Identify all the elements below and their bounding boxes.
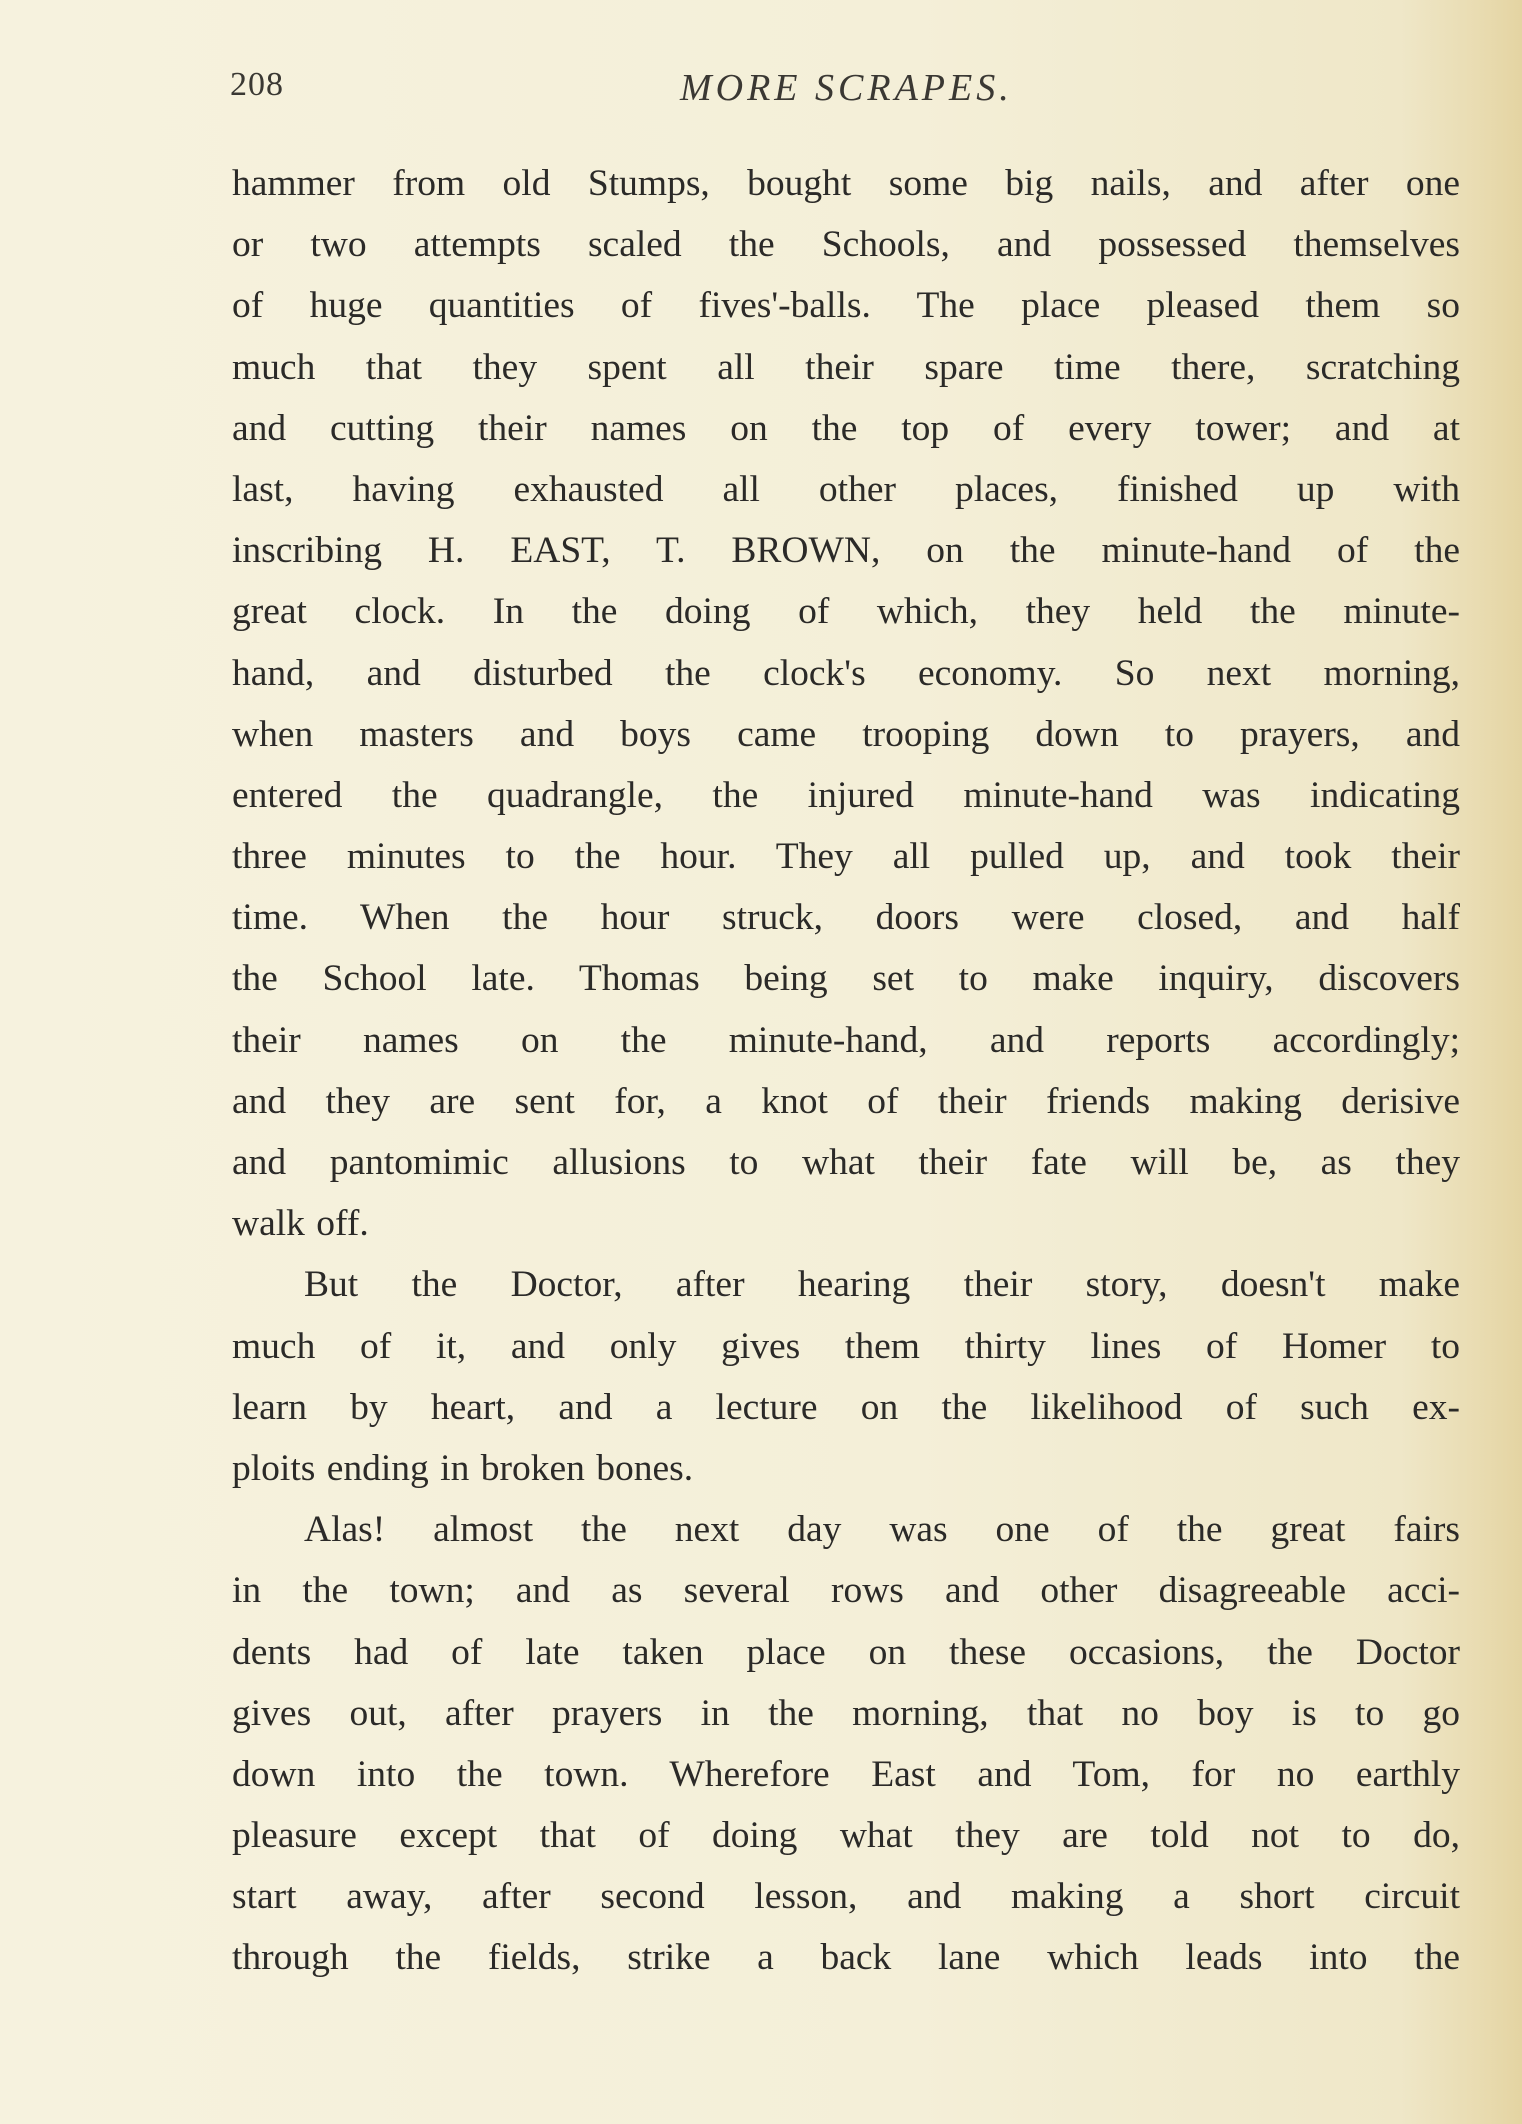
text-line: and pantomimic allusions to what their fate will be, as they	[232, 1142, 1460, 1183]
text-line: their names on the minute-hand, and reports accordingly;	[232, 1019, 1460, 1061]
running-title: MORE SCRAPES.	[680, 67, 1013, 109]
text-line: hammer from old Stumps, bought some big nails, and after one	[232, 163, 1460, 204]
text-line: much that they spent all their spare time there, scratching	[232, 346, 1460, 388]
text-line: great clock. In the doing of which, they held the minute-	[232, 591, 1460, 633]
text-line: of huge quantities of fives'-balls. The place pleased them so	[232, 285, 1460, 327]
text-line: But the Doctor, after hearing their story, doesn't make	[304, 1264, 1460, 1306]
text-line: the School late. Thomas being set to make inquiry, discovers	[232, 958, 1460, 1000]
page-number: 208	[230, 66, 284, 103]
text-line: and cutting their names on the top of every tower; and at	[232, 407, 1460, 449]
text-line: much of it, and only gives them thirty lines of Homer to	[232, 1325, 1460, 1367]
text-line: pleasure except that of doing what they are told not to do,	[232, 1815, 1460, 1857]
body-text	[232, 153, 1460, 1989]
text-line: learn by heart, and a lecture on the likelihood of such ex-	[232, 1386, 1460, 1428]
text-line: inscribing H. EAST, T. BROWN, on the minute-hand of the	[232, 530, 1460, 572]
text-line: when masters and boys came trooping down to prayers, and	[232, 713, 1460, 755]
text-line: down into the town. Wherefore East and Tom, for no earthly	[232, 1753, 1460, 1795]
text-line: or two attempts scaled the Schools, and possessed themselves	[232, 224, 1460, 266]
text-line: start away, after second lesson, and making a short circuit	[232, 1876, 1460, 1918]
text-line: and they are sent for, a knot of their friends making derisive	[232, 1080, 1460, 1122]
text-line: entered the quadrangle, the injured minute-hand was indicating	[232, 774, 1460, 816]
text-line: walk off.	[232, 1203, 369, 1245]
text-line: in the town; and as several rows and other disagreeable acci-	[232, 1570, 1460, 1612]
text-line: gives out, after prayers in the morning, that no boy is to go	[232, 1692, 1460, 1734]
text-line: last, having exhausted all other places, finished up with	[232, 468, 1460, 510]
running-head	[230, 66, 1460, 126]
text-line: time. When the hour struck, doors were closed, and half	[232, 897, 1460, 939]
text-line: dents had of late taken place on these occasions, the Doctor	[232, 1631, 1460, 1673]
text-line: Alas! almost the next day was one of the great fairs	[304, 1509, 1460, 1551]
text-line: ploits ending in broken bones.	[232, 1447, 694, 1489]
text-line: hand, and disturbed the clock's economy. So next morning,	[232, 652, 1460, 694]
text-line: through the fields, strike a back lane which leads into the	[232, 1937, 1460, 1979]
text-line: three minutes to the hour. They all pulled up, and took their	[232, 836, 1460, 878]
